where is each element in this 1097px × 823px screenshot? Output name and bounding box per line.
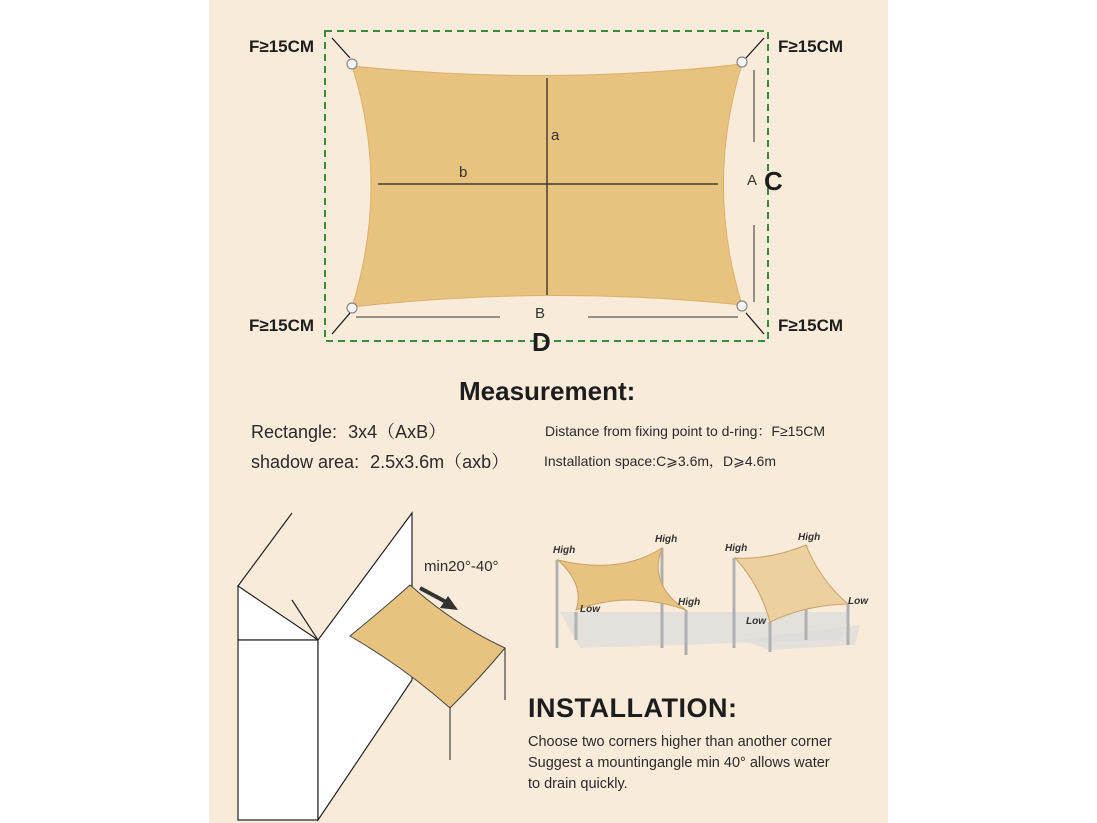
corner-label-bottom-left: F≥15CM xyxy=(249,316,315,335)
rectangle-label: Rectangle: xyxy=(251,422,338,442)
rectangle-value: 3x4（AxB） xyxy=(348,422,447,442)
ex2-low-right: Low xyxy=(848,596,868,607)
ex2-low-left: Low xyxy=(746,616,766,627)
rectangle-row xyxy=(251,418,446,444)
installation-line-3: to drain quickly. xyxy=(528,776,628,792)
ex2-high-left: High xyxy=(725,543,748,554)
shadow-value: 2.5x3.6m（axb） xyxy=(370,452,510,472)
space-note: Installation space:C⩾3.6m，D⩾4.6m xyxy=(544,453,776,469)
installation-title: INSTALLATION: xyxy=(528,693,738,723)
dimension-A-label: A xyxy=(747,172,758,189)
shadow-row xyxy=(251,448,509,474)
corner-label-top-right: F≥15CM xyxy=(778,37,844,56)
distance-note: Distance from fixing point to d-ring：F≥15CM xyxy=(545,423,826,439)
ex1-low: Low xyxy=(580,604,600,615)
installation-line-1: Choose two corners higher than another corner xyxy=(528,734,832,750)
installation-line-2: Suggest a mountingangle min 40° allows water xyxy=(528,755,830,771)
ex1-high-right: High xyxy=(678,597,701,608)
space-D-label: D xyxy=(532,327,551,357)
ex1-high-left: High xyxy=(553,545,576,556)
dimension-b-label: b xyxy=(459,164,468,181)
wall-mount-sketch xyxy=(238,513,412,820)
shadow-label: shadow area: xyxy=(251,452,360,472)
dimension-B-label: B xyxy=(535,305,546,322)
corner-label-bottom-right: F≥15CM xyxy=(778,316,844,335)
angle-label: min20°-40° xyxy=(424,558,499,575)
ex1-high-top: High xyxy=(655,534,678,545)
corner-label-top-left: F≥15CM xyxy=(249,37,315,56)
ex2-high-top: High xyxy=(798,532,821,543)
space-C-label: C xyxy=(764,166,783,196)
measurement-title: Measurement: xyxy=(459,376,636,406)
dimension-a-label: a xyxy=(551,127,560,144)
